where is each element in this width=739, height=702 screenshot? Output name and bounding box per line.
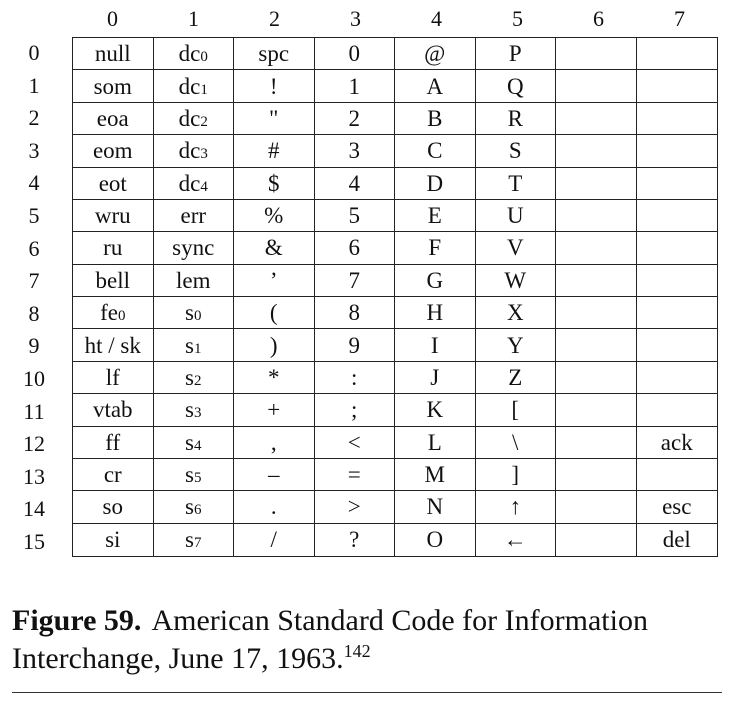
cell-text: & [264, 235, 283, 261]
footnote-marker: 142 [343, 641, 371, 661]
row-header: 2 [28, 105, 40, 131]
caption-text: American Standard Code for Information Interchange, June 17, 1963. [12, 604, 648, 675]
table-cell [73, 524, 154, 556]
cell-text: dc [178, 73, 201, 99]
table-cell [154, 394, 235, 426]
cell-subscript: 4 [193, 437, 202, 454]
table-cell [315, 524, 396, 556]
row-header: 6 [28, 235, 40, 261]
table-cell [315, 70, 396, 102]
table-cell [73, 297, 154, 329]
table-cell [556, 329, 637, 361]
column-header: 0 [107, 6, 118, 31]
table-cell [154, 232, 235, 264]
table-cell [476, 200, 557, 232]
table-cell [73, 168, 154, 200]
table-cell [395, 362, 476, 394]
cell-text: s [185, 397, 194, 423]
table-cell [73, 394, 154, 426]
cell-text: D [426, 170, 444, 196]
cell-text: ] [511, 462, 520, 488]
cell-text: ack [660, 429, 693, 455]
cell-subscript: 0 [193, 308, 202, 325]
cell-text: Z [508, 364, 523, 390]
cell-text: I [430, 332, 439, 358]
cell-text: M [424, 462, 445, 488]
cell-text: s [185, 300, 194, 326]
table-cell [476, 168, 557, 200]
cell-text: \ [512, 429, 519, 455]
row-header: 4 [28, 170, 40, 196]
table-cell [234, 394, 315, 426]
table-cell [556, 232, 637, 264]
row-header: 14 [23, 496, 45, 522]
cell-text: T [508, 170, 523, 196]
table-cell [637, 70, 718, 102]
cell-text: 7 [348, 267, 360, 293]
row-header: 15 [23, 528, 45, 554]
cell-subscript: 2 [193, 372, 202, 389]
cell-text: A [426, 73, 444, 99]
table-cell [315, 459, 396, 491]
table-cell [73, 38, 154, 70]
cell-text: " [269, 105, 279, 131]
cell-subscript: 5 [193, 470, 202, 487]
cell-text: dc [178, 138, 201, 164]
table-cell [395, 135, 476, 167]
table-cell [154, 329, 235, 361]
cell-text: bell [95, 267, 130, 293]
cell-text: s [185, 494, 194, 520]
table-cell [476, 524, 557, 556]
cell-text: si [105, 527, 121, 553]
table-cell [154, 362, 235, 394]
row-header: 8 [28, 300, 40, 326]
table-cell [73, 135, 154, 167]
table-cell [476, 329, 557, 361]
table-cell [154, 168, 235, 200]
table-cell [234, 38, 315, 70]
cell-text: vtab [92, 397, 133, 423]
cell-text: W [504, 267, 527, 293]
table-cell [154, 297, 235, 329]
cell-text: P [508, 41, 522, 67]
cell-text: V [506, 235, 524, 261]
row-header: 0 [28, 40, 40, 65]
table-cell [637, 362, 718, 394]
cell-text: fe [100, 300, 118, 326]
cell-text: dc [178, 41, 201, 67]
table-cell [556, 70, 637, 102]
cell-text: eom [92, 138, 133, 164]
table-cell [476, 394, 557, 426]
table-cell [556, 168, 637, 200]
cell-text: s [185, 527, 194, 553]
cell-text: ↑ [509, 494, 521, 520]
table-cell [315, 38, 396, 70]
column-header: 2 [269, 6, 280, 31]
row-header: 5 [28, 202, 40, 228]
table-cell [154, 491, 235, 523]
row-header: 1 [28, 72, 40, 98]
table-cell [73, 70, 154, 102]
cell-text: ? [349, 527, 360, 553]
cell-text: = [347, 462, 361, 488]
table-cell [234, 70, 315, 102]
cell-text: L [427, 429, 442, 455]
cell-text: . [270, 494, 277, 520]
table-cell [637, 135, 718, 167]
table-cell [556, 200, 637, 232]
table-cell [154, 135, 235, 167]
row-header: 7 [28, 268, 40, 294]
column-header: 5 [512, 6, 523, 31]
cell-text: som [93, 73, 132, 99]
table-cell [556, 491, 637, 523]
cell-text: lf [105, 364, 120, 390]
table-cell [395, 329, 476, 361]
cell-text: esc [662, 494, 692, 520]
table-cell [154, 103, 235, 135]
cell-text: 6 [348, 235, 360, 261]
table-cell [395, 394, 476, 426]
table-cell [315, 362, 396, 394]
row-header: 13 [23, 463, 45, 489]
table-cell [315, 265, 396, 297]
table-cell [395, 459, 476, 491]
column-header: 7 [674, 6, 685, 31]
table-cell [234, 265, 315, 297]
table-cell [315, 427, 396, 459]
table-cell [637, 168, 718, 200]
cell-text: * [268, 364, 280, 390]
cell-text: ) [269, 332, 278, 358]
table-cell [315, 232, 396, 264]
cell-text: wru [94, 203, 131, 229]
table-cell [556, 38, 637, 70]
table-cell [154, 38, 235, 70]
cell-text: @ [424, 41, 446, 67]
table-cell [234, 329, 315, 361]
cell-text: 8 [348, 300, 360, 326]
table-cell [73, 265, 154, 297]
cell-text: $ [268, 170, 280, 196]
table-cell [234, 103, 315, 135]
cell-text: / [270, 527, 277, 553]
cell-text: s [185, 364, 194, 390]
figure-label: Figure 59. [12, 604, 142, 637]
cell-text: S [508, 138, 522, 164]
cell-text: s [185, 429, 194, 455]
table-cell [476, 362, 557, 394]
table-cell [73, 427, 154, 459]
table-cell [637, 459, 718, 491]
table-cell [315, 329, 396, 361]
column-header: 4 [431, 6, 442, 31]
table-cell [476, 297, 557, 329]
cell-text: X [506, 300, 524, 326]
cell-subscript: 1 [200, 81, 208, 98]
table-cell [315, 103, 396, 135]
table-cell [234, 168, 315, 200]
cell-text: U [506, 203, 524, 229]
table-cell [315, 135, 396, 167]
cell-text: null [94, 41, 131, 67]
table-cell [395, 38, 476, 70]
cell-text: % [264, 203, 284, 229]
table-cell [556, 394, 637, 426]
table-cell [637, 200, 718, 232]
row-header: 12 [23, 431, 45, 457]
cell-text: < [347, 429, 361, 455]
table-cell [234, 491, 315, 523]
table-cell [73, 459, 154, 491]
cell-text: ’ [269, 267, 278, 293]
table-cell [556, 427, 637, 459]
cell-text: H [426, 300, 444, 326]
table-cell [556, 459, 637, 491]
cell-text: dc [178, 105, 201, 131]
table-cell [154, 459, 235, 491]
table-cell [395, 524, 476, 556]
cell-text: > [347, 494, 361, 520]
cell-subscript: 7 [193, 535, 202, 552]
table-cell [476, 70, 557, 102]
cell-subscript: 1 [193, 340, 202, 357]
cell-text: [ [511, 397, 520, 423]
cell-subscript: 3 [200, 146, 208, 163]
cell-text: K [426, 397, 444, 423]
table-cell [637, 103, 718, 135]
column-header: 6 [593, 6, 604, 31]
table-cell [395, 168, 476, 200]
table-cell [395, 491, 476, 523]
table-cell [476, 265, 557, 297]
column-headers [72, 4, 720, 34]
table-cell [73, 232, 154, 264]
table-cell [637, 427, 718, 459]
table-cell [73, 329, 154, 361]
cell-text: B [427, 105, 443, 131]
table-cell [395, 297, 476, 329]
table-cell [234, 459, 315, 491]
table-cell [395, 427, 476, 459]
figure-caption [12, 602, 727, 678]
cell-text: G [426, 267, 444, 293]
table-cell [476, 459, 557, 491]
cell-text: Q [506, 73, 524, 99]
table-cell [395, 70, 476, 102]
table-cell [315, 297, 396, 329]
cell-text: C [427, 138, 443, 164]
column-header: 1 [188, 6, 199, 31]
table-cell [234, 297, 315, 329]
footer-rule [12, 692, 722, 693]
code-grid [72, 37, 718, 557]
table-cell [395, 200, 476, 232]
table-cell [476, 427, 557, 459]
table-cell [315, 394, 396, 426]
cell-text: R [507, 105, 523, 131]
cell-text: F [428, 235, 442, 261]
cell-text: lem [176, 267, 211, 293]
table-cell [556, 265, 637, 297]
cell-text: 1 [348, 73, 360, 99]
cell-text: J [430, 364, 440, 390]
cell-text: Y [506, 332, 524, 358]
table-cell [395, 232, 476, 264]
table-cell [73, 103, 154, 135]
cell-text: dc [178, 170, 201, 196]
cell-text: 0 [348, 41, 360, 67]
table-cell [637, 491, 718, 523]
table-cell [234, 524, 315, 556]
table-cell [234, 135, 315, 167]
cell-text: – [268, 462, 280, 488]
cell-text: , [270, 429, 277, 455]
row-header: 9 [28, 333, 40, 359]
row-header: 3 [28, 137, 40, 163]
cell-text: ru [103, 235, 123, 261]
cell-text: 9 [348, 332, 360, 358]
cell-text: cr [103, 462, 122, 488]
column-header: 3 [350, 6, 361, 31]
table-cell [556, 297, 637, 329]
table-cell [637, 394, 718, 426]
cell-text: so [102, 494, 123, 520]
table-cell [476, 103, 557, 135]
cell-text: ; [351, 397, 358, 423]
table-cell [476, 491, 557, 523]
cell-text: 2 [348, 105, 360, 131]
table-cell [154, 70, 235, 102]
table-cell [154, 265, 235, 297]
cell-text: ( [269, 300, 278, 326]
cell-text: err [180, 203, 207, 229]
table-cell [73, 200, 154, 232]
cell-text: 5 [348, 203, 360, 229]
table-cell [154, 200, 235, 232]
table-cell [476, 38, 557, 70]
table-cell [315, 168, 396, 200]
row-header: 10 [23, 365, 45, 391]
cell-text: + [267, 397, 281, 423]
table-cell [154, 524, 235, 556]
table-cell [234, 362, 315, 394]
table-cell [556, 103, 637, 135]
cell-text: ! [269, 73, 278, 99]
cell-text: sync [172, 235, 215, 261]
cell-text: E [427, 203, 442, 229]
table-cell [637, 38, 718, 70]
table-cell [73, 362, 154, 394]
cell-text: N [426, 494, 444, 520]
cell-text: 4 [348, 170, 360, 196]
table-cell [476, 232, 557, 264]
table-cell [476, 135, 557, 167]
cell-text: eoa [96, 105, 129, 131]
table-cell [395, 265, 476, 297]
cell-subscript: 0 [117, 308, 126, 325]
cell-subscript: 6 [193, 502, 202, 519]
table-cell [234, 200, 315, 232]
row-headers [0, 37, 68, 559]
table-cell [234, 427, 315, 459]
table-cell [556, 135, 637, 167]
row-header: 11 [23, 398, 45, 424]
table-cell [556, 524, 637, 556]
table-cell [395, 103, 476, 135]
cell-text: s [185, 462, 194, 488]
table-cell [637, 232, 718, 264]
cell-text: ff [105, 429, 121, 455]
table-cell [154, 427, 235, 459]
table-cell [637, 297, 718, 329]
cell-subscript: 3 [193, 405, 202, 422]
cell-text: eot [98, 170, 127, 196]
cell-text: : [351, 364, 358, 390]
cell-text: O [426, 527, 444, 553]
table-cell [637, 524, 718, 556]
cell-text: s [185, 332, 194, 358]
table-cell [73, 491, 154, 523]
table-cell [234, 232, 315, 264]
cell-subscript: 0 [200, 49, 208, 66]
table-cell [315, 491, 396, 523]
cell-text: del [662, 527, 691, 553]
cell-subscript: 4 [200, 178, 208, 195]
cell-text: # [268, 138, 280, 164]
table-cell [315, 200, 396, 232]
cell-text: ← [503, 527, 527, 553]
cell-text: ht / sk [84, 332, 141, 358]
table-cell [556, 362, 637, 394]
cell-text: 3 [348, 138, 360, 164]
cell-subscript: 2 [200, 113, 208, 130]
cell-text: spc [258, 41, 290, 67]
table-cell [637, 329, 718, 361]
table-cell [637, 265, 718, 297]
